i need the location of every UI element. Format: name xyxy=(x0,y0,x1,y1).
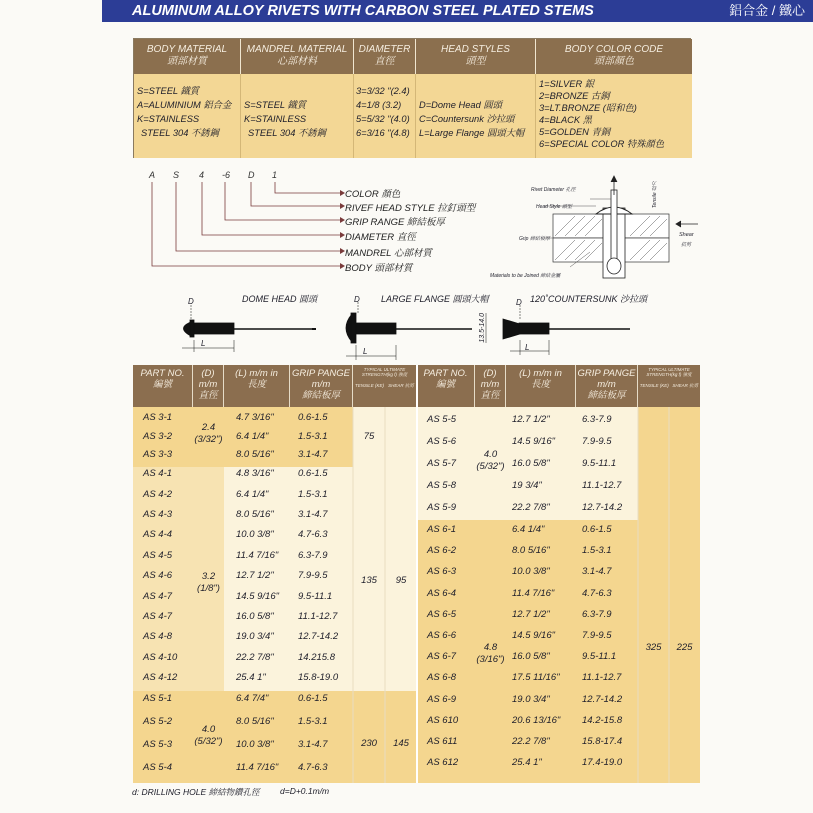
length-cell: 25.4 1" xyxy=(236,672,266,684)
th-l-right: (L) m/m in 長度 xyxy=(506,365,576,407)
part-no-cell: AS 5-4 xyxy=(143,761,173,773)
th-part-right: PART NO. 編號 xyxy=(417,365,475,407)
grip-range-cell: 7.9-9.5 xyxy=(582,436,612,447)
grip-range-cell: 4.7-6.3 xyxy=(298,529,328,541)
length-cell: 10.0 3/8" xyxy=(512,566,550,578)
right-g2-shear: 225 xyxy=(676,642,693,653)
length-cell: 11.4 7/16" xyxy=(236,549,279,561)
left-g2-d: 3.2 (1/8") xyxy=(197,571,220,594)
grip-range-cell: 9.5-11.1 xyxy=(582,458,617,469)
part-no-cell: AS 6-2 xyxy=(427,545,457,557)
code-label-head: RIVEF HEAD STYLE 拉釘頭型 xyxy=(345,203,476,214)
grip-range-cell: 0.6-1.5 xyxy=(298,468,328,480)
grip-range-cell: 15.8-17.4 xyxy=(582,736,623,747)
fig-materials: Materials to be Joined 締結金屬 xyxy=(490,273,561,279)
length-cell: 22.2 7/8" xyxy=(512,502,550,513)
length-cell: 14.5 9/16" xyxy=(512,436,555,447)
fig-rivet-diameter: Rivet Diameter 孔徑 xyxy=(531,187,576,193)
part-no-cell: AS 4-12 xyxy=(143,672,178,684)
grip-range-cell: 11.1-12.7 xyxy=(582,672,622,684)
left-g3-shear: 145 xyxy=(393,738,409,749)
right-g2-tensile: 325 xyxy=(645,642,662,653)
grip-range-cell: 3.1-4.7 xyxy=(298,449,328,461)
th-d-left: (D) m/m 直徑 xyxy=(193,365,224,407)
length-cell: 10.0 3/8" xyxy=(236,738,274,750)
part-no-cell: AS 4-1 xyxy=(143,468,173,480)
grip-range-cell: 0.6-1.5 xyxy=(298,692,328,704)
flange-dimension: 13.5-14.0 xyxy=(479,313,486,343)
fig-tensile: Tensile 拉力 xyxy=(652,181,658,209)
grip-range-cell: 3.1-4.7 xyxy=(582,566,612,578)
spec-color-code: 1=SILVER 銀 2=BRONZE 古銅 3=LT.BRONZE (昭和色) 4=BLACK 黑 5=GOLDEN 青銅 6=SPECIAL COLOR 特殊顏色 xyxy=(536,74,692,158)
part-no-cell: AS 3-2 xyxy=(143,430,173,442)
left-g1-tensile: 75 xyxy=(363,431,375,442)
banner-title: ALUMINUM ALLOY RIVETS WITH CARBON STEEL PLATED STEMS xyxy=(132,3,594,19)
left-g3-tensile: 230 xyxy=(361,738,377,749)
length-cell: 8.0 5/16" xyxy=(236,449,274,461)
length-cell: 6.4 1/4" xyxy=(236,488,269,500)
part-no-cell: AS 612 xyxy=(427,757,459,769)
grip-range-cell: 12.7-14.2 xyxy=(298,631,339,643)
countersunk-title: 120˚COUNTERSUNK 沙拉頭 xyxy=(530,294,648,304)
grip-range-cell: 1.5-3.1 xyxy=(298,430,328,442)
spec-header-body: BODY MATERIAL 頭部材質 xyxy=(134,39,241,74)
grip-range-cell: 0.6-1.5 xyxy=(582,524,612,535)
banner-title-cn: 鋁合金 / 鐵心 xyxy=(729,3,805,18)
code-label-diameter: DIAMETER 直徑 xyxy=(345,232,416,243)
length-cell: 14.5 9/16" xyxy=(236,590,279,602)
th-grip-left: GRIP PANGE m/m 締結板厚 xyxy=(290,365,353,407)
code-letter-body: A xyxy=(149,170,156,180)
grip-range-cell: 7.9-9.5 xyxy=(582,630,612,641)
length-cell: 12.7 1/2" xyxy=(512,414,550,425)
part-no-cell: AS 610 xyxy=(427,714,459,726)
part-no-cell: AS 6-5 xyxy=(427,608,457,620)
grip-range-cell: 11.1-12.7 xyxy=(298,610,338,622)
part-no-cell: AS 4-10 xyxy=(143,651,178,663)
flange-l-label: L xyxy=(363,347,368,356)
part-no-cell: AS 4-4 xyxy=(143,529,173,541)
grip-range-cell: 15.8-19.0 xyxy=(298,672,339,684)
grip-range-cell: 14.215.8 xyxy=(298,651,335,663)
grip-range-cell: 12.7-14.2 xyxy=(582,693,623,705)
part-no-cell: AS 6-8 xyxy=(427,672,457,684)
part-no-cell: AS 3-1 xyxy=(143,412,173,423)
part-no-cell: AS 6-7 xyxy=(427,651,457,663)
fig-head-style: Head Style 頭型 xyxy=(536,204,572,210)
length-cell: 22.2 7/8" xyxy=(236,651,274,663)
part-no-cell: AS 4-5 xyxy=(143,549,173,561)
length-cell: 11.4 7/16" xyxy=(236,761,279,773)
length-cell: 16.0 5/8" xyxy=(512,458,550,469)
part-no-cell: AS 4-3 xyxy=(143,508,173,520)
countersunk-d-label: D xyxy=(516,298,522,307)
part-no-cell: AS 5-1 xyxy=(143,692,173,704)
footer-formula: d=D+0.1m/m xyxy=(280,786,330,796)
grip-range-cell: 1.5-3.1 xyxy=(298,488,328,500)
spec-header-diameter: DIAMETER 直徑 xyxy=(354,39,416,74)
footer-note: d: DRILLING HOLE 締結物鑽孔徑 xyxy=(132,787,260,797)
spec-diameter: 3=3/32 "(2.4) 4=1/8 (3.2) 5=5/32 "(4.0) 6=3/16 "(4.8) xyxy=(354,74,416,158)
code-letter-color: 1 xyxy=(272,170,278,180)
code-label-grip: GRIP RANGE 締結板厚 xyxy=(345,217,445,228)
length-cell: 6.4 7/4" xyxy=(236,692,269,704)
grip-range-cell: 3.1-4.7 xyxy=(298,738,328,750)
length-cell: 6.4 1/4" xyxy=(512,524,545,535)
grip-range-cell: 14.2-15.8 xyxy=(582,714,623,726)
th-part-left: PART NO. 編號 xyxy=(133,365,193,407)
length-cell: 8.0 5/16" xyxy=(236,508,274,520)
part-no-cell: AS 4-6 xyxy=(143,570,173,582)
grip-range-cell: 6.3-7.9 xyxy=(298,549,328,561)
part-no-cell: AS 5-8 xyxy=(427,480,457,491)
length-cell: 19.0 3/4" xyxy=(512,693,550,705)
code-letter-grip: -6 xyxy=(222,170,231,180)
part-no-cell: AS 4-7 xyxy=(143,590,173,602)
part-no-cell: AS 6-3 xyxy=(427,566,457,578)
length-cell: 11.4 7/16" xyxy=(512,587,555,599)
th-d-right: (D) m/m 直徑 xyxy=(475,365,506,407)
grip-range-cell: 9.5-11.1 xyxy=(582,651,617,663)
length-cell: 4.7 3/16" xyxy=(236,412,274,423)
right-g2-d: 4.8 (3/16") xyxy=(476,642,505,665)
length-cell: 22.2 7/8" xyxy=(512,736,550,747)
flange-d-label: D xyxy=(354,295,360,304)
dome-head-title: DOME HEAD 圓頭 xyxy=(242,294,318,304)
length-cell: 12.7 1/2" xyxy=(236,570,274,582)
part-no-cell: AS 4-7 xyxy=(143,610,173,622)
fig-shear-cn: 抗剪 xyxy=(681,242,692,248)
part-no-cell: AS 5-6 xyxy=(427,436,457,447)
grip-range-cell: 6.3-7.9 xyxy=(582,414,612,425)
spec-mandrel-material: S=STEEL 鐵質 K=STAINLESS STEEL 304 不銹鋼 xyxy=(241,74,354,158)
length-cell: 16.0 5/8" xyxy=(236,610,274,622)
length-cell: 20.6 13/16" xyxy=(512,714,561,726)
length-cell: 4.8 3/16" xyxy=(236,468,274,480)
grip-range-cell: 12.7-14.2 xyxy=(582,502,623,513)
part-no-cell: AS 5-9 xyxy=(427,502,457,513)
length-cell: 6.4 1/4" xyxy=(236,430,269,442)
grip-range-cell: 1.5-3.1 xyxy=(298,715,328,727)
part-no-cell: AS 5-5 xyxy=(427,414,457,425)
length-cell: 16.0 5/8" xyxy=(512,651,550,663)
grip-range-cell: 4.7-6.3 xyxy=(582,587,612,599)
length-cell: 8.0 5/16" xyxy=(512,545,550,557)
grip-range-cell: 3.1-4.7 xyxy=(298,508,328,520)
code-letter-mandrel: S xyxy=(173,170,180,180)
fig-grip: Grip 締結板厚 xyxy=(519,236,550,242)
length-cell: 17.5 11/16" xyxy=(512,672,560,684)
grip-range-cell: 7.9-9.5 xyxy=(298,570,328,582)
part-no-cell: AS 5-3 xyxy=(143,738,173,750)
length-cell: 12.7 1/2" xyxy=(512,608,550,620)
part-no-cell: AS 611 xyxy=(427,736,458,747)
code-label-mandrel: MANDREL 心部材質 xyxy=(345,248,432,259)
th-grip-right: GRIP PANGE m/m 締結板厚 xyxy=(576,365,638,407)
large-flange-title: LARGE FLANGE 圓頭大帽 xyxy=(381,294,489,304)
dome-d-label: D xyxy=(188,297,194,306)
code-letter-diameter: 4 xyxy=(199,170,205,180)
part-no-cell: AS 6-6 xyxy=(427,630,457,641)
countersunk-l-label: L xyxy=(525,343,530,352)
part-no-cell: AS 4-8 xyxy=(143,631,173,643)
part-no-cell: AS 6-4 xyxy=(427,587,457,599)
part-no-cell: AS 5-7 xyxy=(427,458,457,469)
dome-l-label: L xyxy=(201,339,206,348)
part-no-cell: AS 6-1 xyxy=(427,524,457,535)
length-cell: 10.0 3/8" xyxy=(236,529,274,541)
length-cell: 14.5 9/16" xyxy=(512,630,555,641)
spec-header-head: HEAD STYLES 頭型 xyxy=(416,39,536,74)
fig-shear: Shear xyxy=(679,232,694,238)
code-label-color: COLOR 顏色 xyxy=(345,189,401,200)
left-g2-shear: 95 xyxy=(395,575,407,586)
left-g3-d: 4.0 (5/32") xyxy=(194,724,223,747)
grip-range-cell: 9.5-11.1 xyxy=(298,590,333,602)
part-no-cell: AS 3-3 xyxy=(143,449,173,461)
left-g1-d: 2.4 (3/32") xyxy=(194,422,223,445)
spec-body-material: S=STEEL 鐵質 A=ALUMINIUM 鋁合金 K=STAINLESS STEEL 304 不銹鋼 xyxy=(134,74,241,158)
length-cell: 19 3/4" xyxy=(512,480,542,491)
grip-range-cell: 11.1-12.7 xyxy=(582,480,622,491)
spec-header-mandrel: MANDREL MATERIAL 心部材料 xyxy=(241,39,354,74)
th-strength-right: TYPICAL ULTIMATE STRENGTH(kg f) 強度 TENSILE (KE) SHEAR 抗剪 xyxy=(638,365,700,407)
left-g2-tensile: 135 xyxy=(361,575,377,586)
code-label-body: BODY 頭部材質 xyxy=(345,263,413,274)
grip-range-cell: 6.3-7.9 xyxy=(582,608,612,620)
spec-header-color: BODY COLOR CODE 頭部顏色 xyxy=(536,39,692,74)
part-no-cell: AS 6-9 xyxy=(427,693,457,705)
th-l-left: (L) m/m in 長度 xyxy=(224,365,290,407)
grip-range-cell: 4.7-6.3 xyxy=(298,761,328,773)
grip-range-cell: 0.6-1.5 xyxy=(298,412,328,423)
grip-range-cell: 17.4-19.0 xyxy=(582,757,623,769)
length-cell: 8.0 5/16" xyxy=(236,715,274,727)
grip-range-cell: 1.5-3.1 xyxy=(582,545,612,557)
th-strength-left: TYPICAL ULTIMATE STRENGTH(kg f) 強度 TENSILE (KE) SHEAR 抗剪 xyxy=(353,365,417,407)
code-letter-head: D xyxy=(248,170,255,180)
length-cell: 25.4 1" xyxy=(512,757,542,769)
length-cell: 19.0 3/4" xyxy=(236,631,274,643)
right-g1-d: 4.0 (5/32") xyxy=(476,449,505,472)
part-no-cell: AS 5-2 xyxy=(143,715,173,727)
spec-head-styles: D=Dome Head 圓頭 C=Countersunk 沙拉頭 L=Large Flange 圓頭大帽 xyxy=(416,74,536,158)
part-no-cell: AS 4-2 xyxy=(143,488,173,500)
